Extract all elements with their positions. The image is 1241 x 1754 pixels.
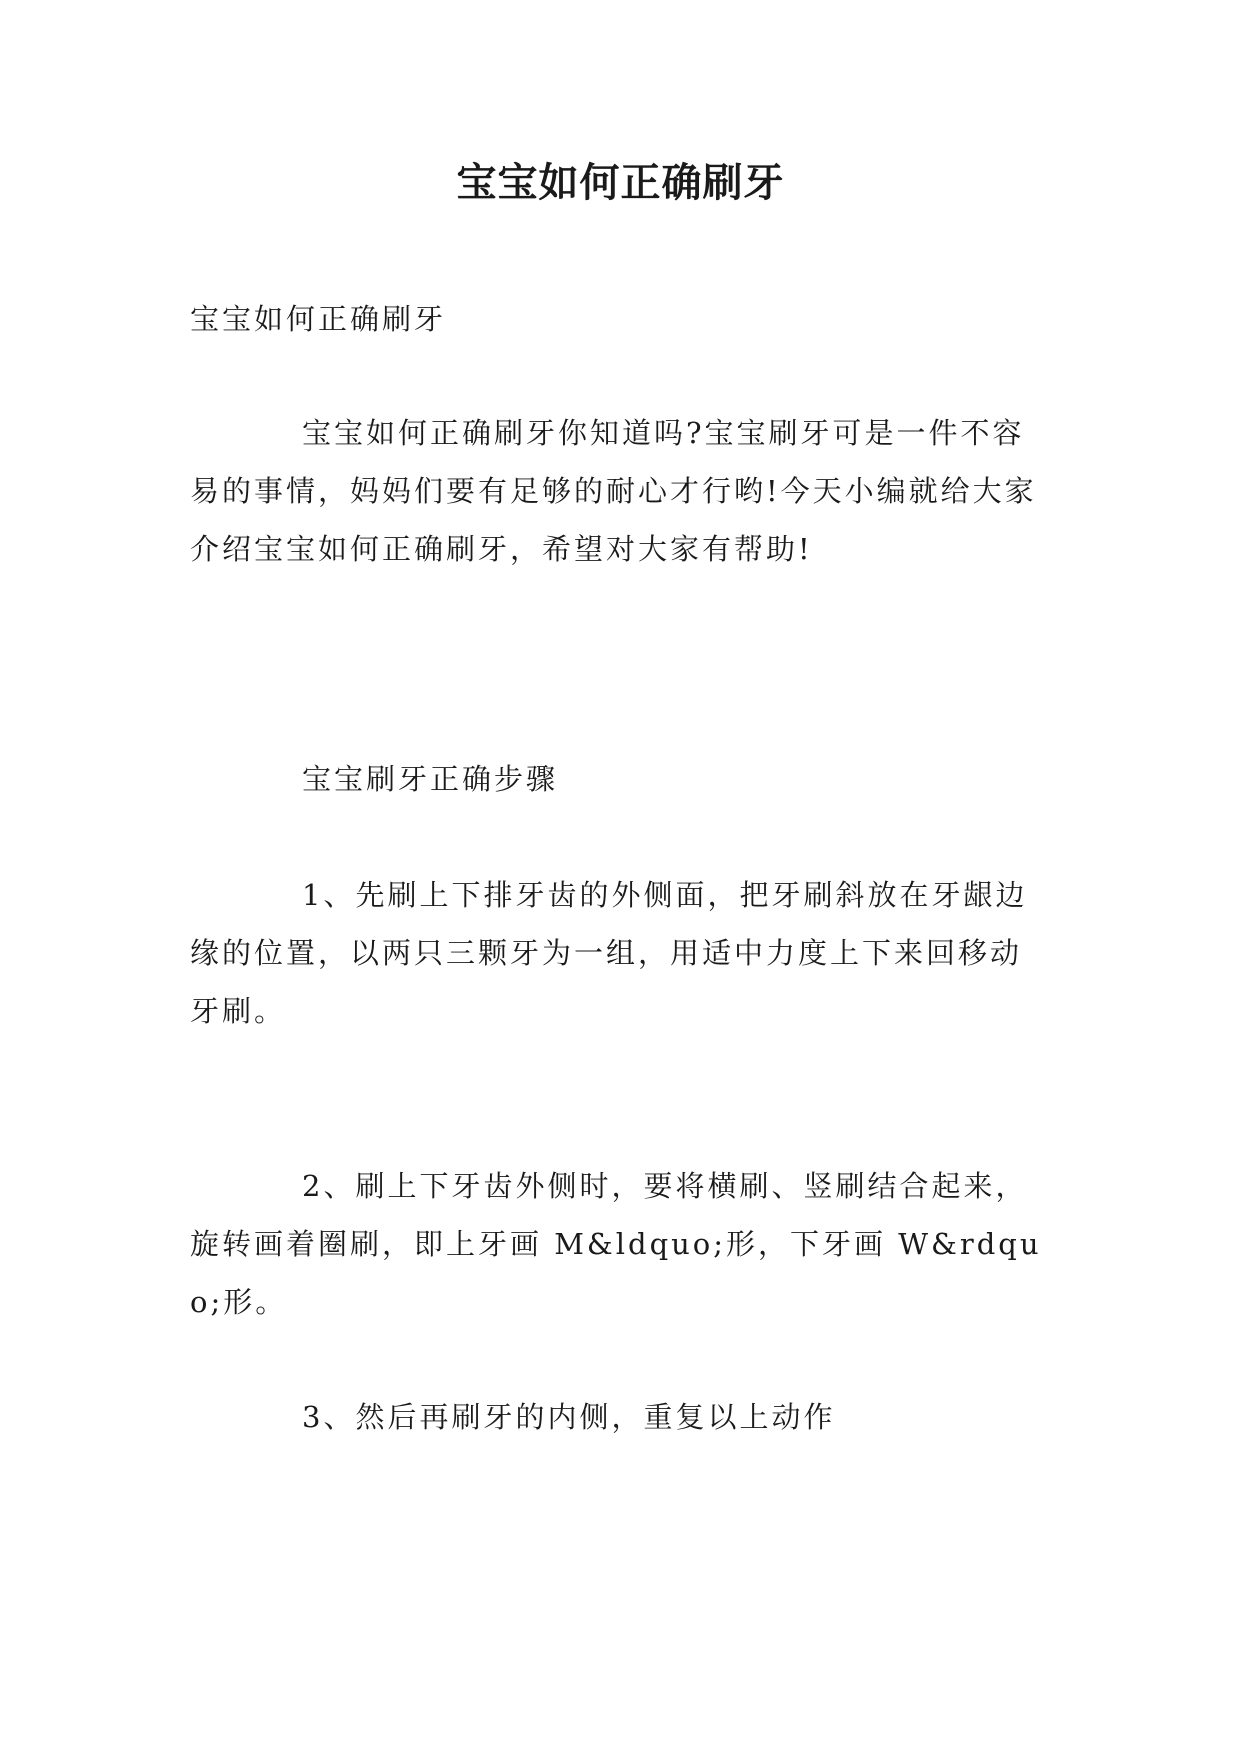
subtitle-paragraph: 宝宝如何正确刷牙	[190, 302, 447, 336]
step-2-paragraph: 2、刷上下牙齿外侧时，要将横刷、竖刷结合起来，旋转画着圈刷，即上牙画 M&ldquo;形，下牙画 W&rdquo;形。	[190, 1169, 1042, 1319]
section-heading: 宝宝刷牙正确步骤	[302, 762, 559, 796]
step-1-paragraph: 1、先刷上下排牙齿的外侧面，把牙刷斜放在牙龈边缘的位置，以两只三颗牙为一组，用适中力度上下来回移动牙刷。	[190, 878, 1028, 1028]
document-title: 宝宝如何正确刷牙	[456, 160, 785, 206]
step-3-paragraph: 3、然后再刷牙的内侧，重复以上动作	[302, 1400, 836, 1434]
intro-paragraph: 宝宝如何正确刷牙你知道吗?宝宝刷牙可是一件不容易的事情，妈妈们要有足够的耐心才行哟!今天小编就给大家介绍宝宝如何正确刷牙，希望对大家有帮助!	[190, 416, 1037, 566]
